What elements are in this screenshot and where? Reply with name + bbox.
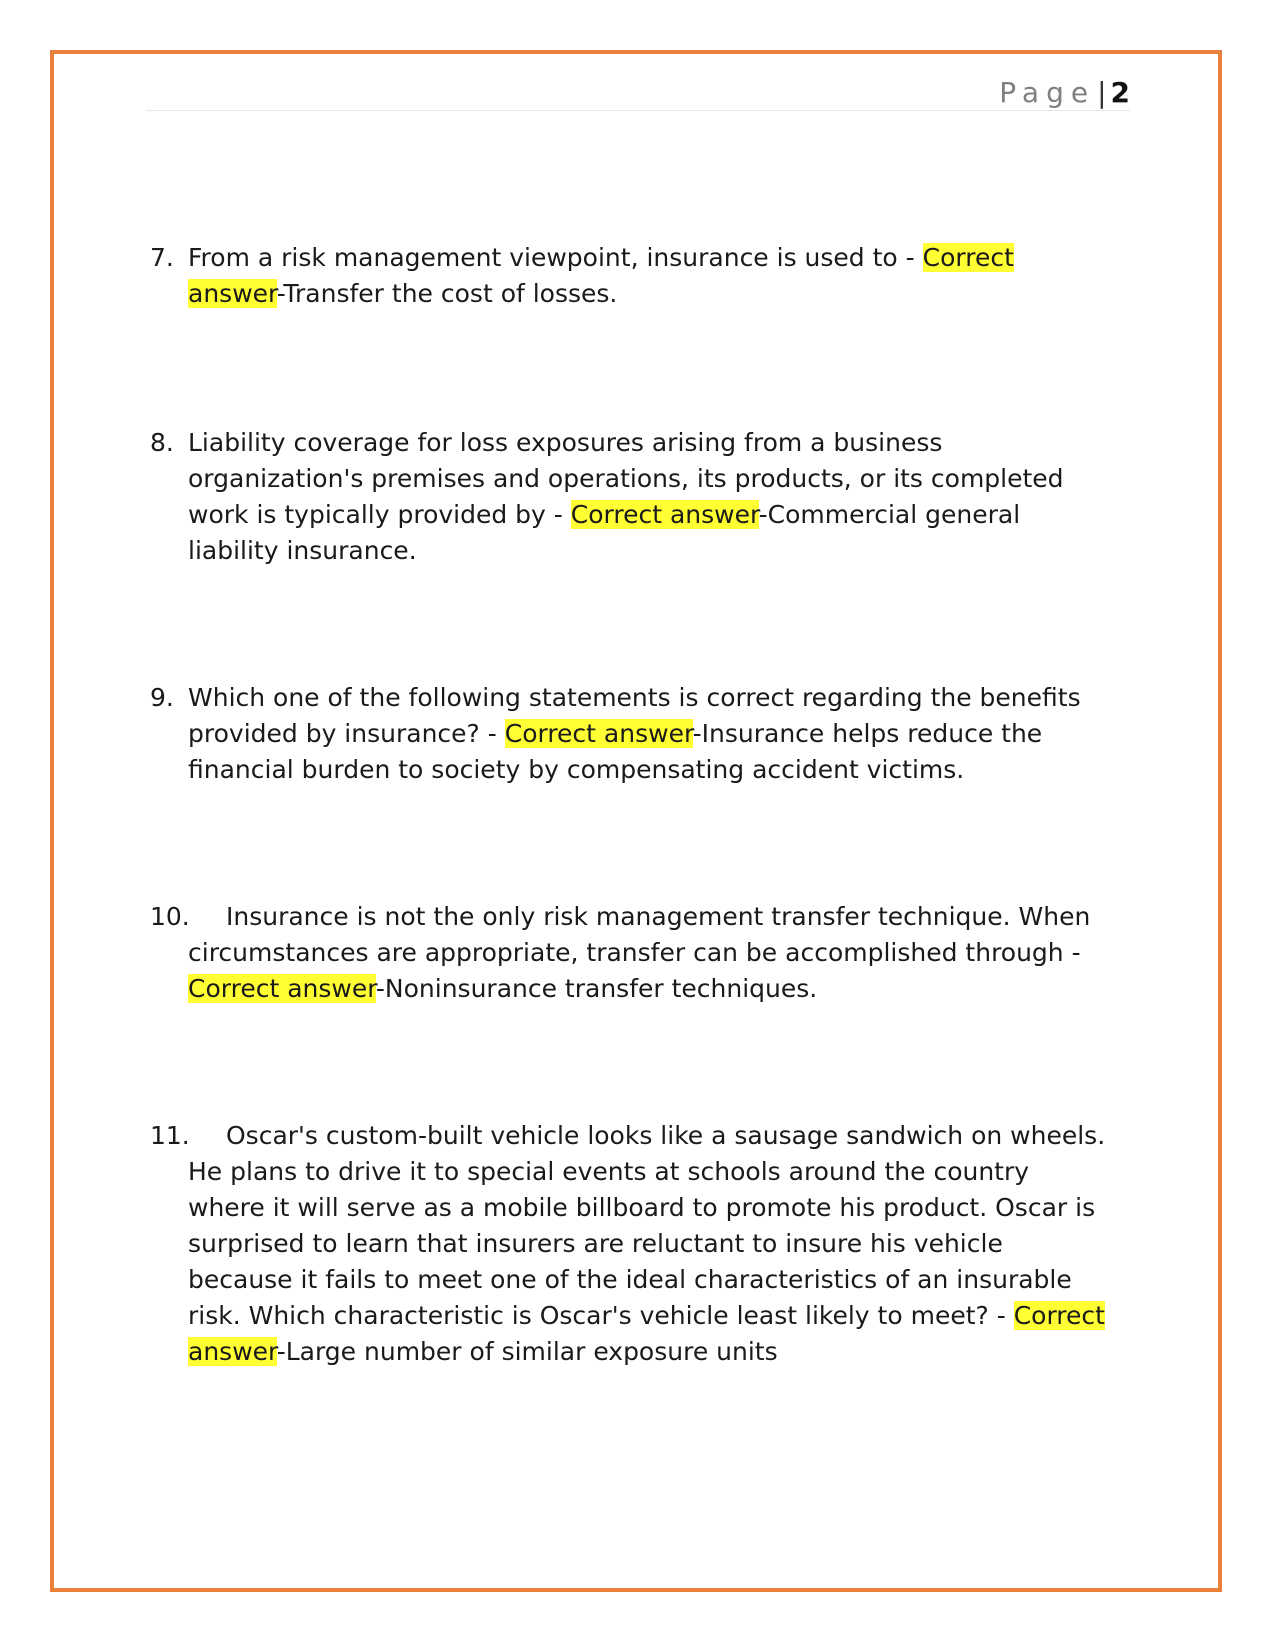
- question-11: [150, 1118, 1110, 1370]
- question-text: [188, 680, 1110, 788]
- question-7: [150, 240, 1110, 312]
- question-text: [188, 899, 1110, 1007]
- question-text: [188, 425, 1110, 569]
- answer-text: -Transfer the cost of losses.: [276, 279, 618, 308]
- correct-answer-label: Correct answer: [188, 974, 376, 1003]
- answer-text: -Insurance helps reduce the financial burden to society by compensating accident victims.: [188, 719, 1043, 784]
- question-prompt: Oscar's custom-built vehicle looks like a sausage sandwich on wheels. He plans to drive it to special events at schools around the country where it will serve as a mobile billboard to promote his product. Oscar is surprised to learn that insurers are reluctant to insure his vehicle because it fails to meet one of the ideal characteristics of an insurable risk. Which characteristic is Oscar's vehicle least likely to meet? -: [188, 1121, 1106, 1330]
- page-number-value: 2: [1110, 76, 1130, 109]
- page-label: Page: [999, 76, 1096, 109]
- page-header: [146, 70, 1130, 111]
- correct-answer-label: Correct answer: [188, 1301, 1105, 1366]
- question-number: 8.: [150, 428, 174, 457]
- question-prompt: Insurance is not the only risk management transfer technique. When circumstances are appropriate, transfer can be accomplished through -: [188, 902, 1091, 967]
- question-number: 9.: [150, 683, 174, 712]
- correct-answer-label: Correct answer: [188, 243, 1014, 308]
- question-number: 7.: [150, 243, 174, 272]
- question-prompt: Liability coverage for loss exposures arising from a business organization's premises and operations, its products, or its completed work is typically provided by -: [188, 428, 1064, 529]
- question-prompt: Which one of the following statements is correct regarding the benefits provided by insurance? -: [188, 683, 1081, 748]
- page-separator: |: [1097, 76, 1107, 109]
- page-number: [999, 76, 1130, 110]
- question-prompt: From a risk management viewpoint, insurance is used to -: [188, 243, 923, 272]
- question-9: [150, 680, 1110, 788]
- answer-text: -Noninsurance transfer techniques.: [375, 974, 818, 1003]
- question-text: [188, 240, 1110, 312]
- correct-answer-label: Correct answer: [570, 500, 759, 529]
- answer-text: -Large number of similar exposure units: [276, 1337, 778, 1366]
- question-8: [150, 425, 1110, 569]
- correct-answer-label: Correct answer: [504, 719, 693, 748]
- question-number: 10.: [150, 902, 190, 931]
- question-number: 11.: [150, 1121, 190, 1150]
- answer-text: -Commercial general liability insurance.: [188, 500, 1021, 565]
- question-10: [150, 899, 1110, 1007]
- question-text: [188, 1118, 1110, 1370]
